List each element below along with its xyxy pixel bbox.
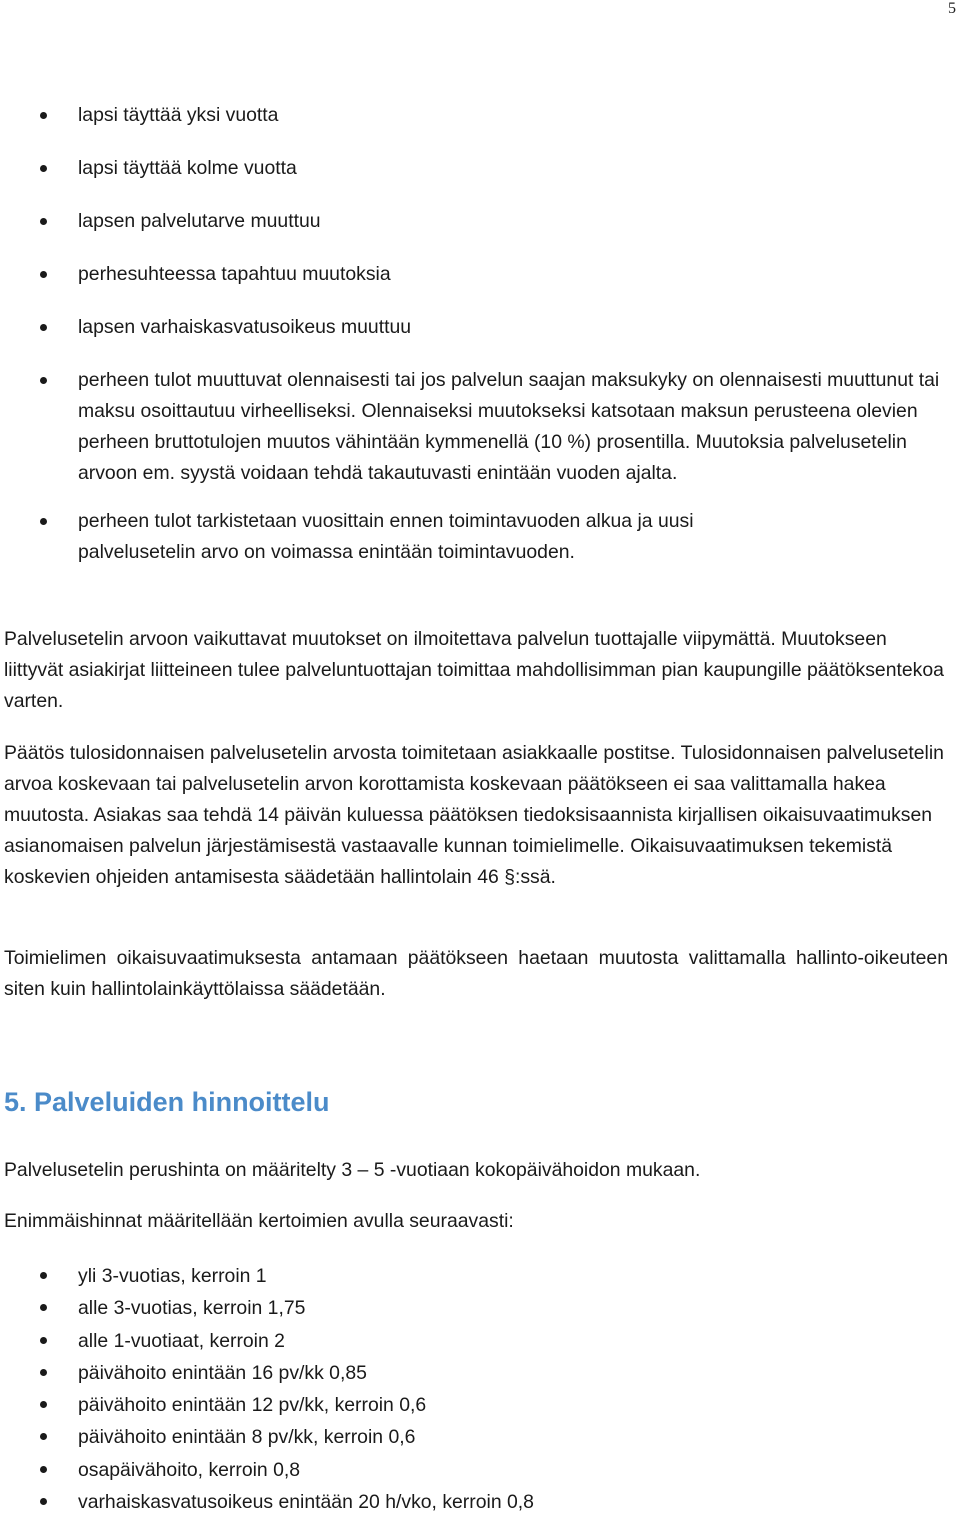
change-conditions-list xyxy=(0,100,948,590)
list-item: päivähoito enintään 12 pv/kk, kerroin 0,6 xyxy=(0,1389,948,1421)
list-item: lapsi täyttää yksi vuotta xyxy=(0,100,948,131)
list-item: osapäivähoito, kerroin 0,8 xyxy=(0,1454,948,1486)
paragraph-appeal: Toimielimen oikaisuvaatimuksesta antamaan päätökseen haetaan muutosta valittamalla hallinto-oikeuteen siten kuin hallintolainkäyttölaissa säädetään. xyxy=(4,947,948,1000)
list-item: päivähoito enintään 16 pv/kk 0,85 xyxy=(0,1357,948,1389)
list-item: päivähoito enintään 8 pv/kk, kerroin 0,6 xyxy=(0,1421,948,1453)
section-heading: 5. Palveluiden hinnoittelu xyxy=(4,1087,330,1117)
section-intro: Palvelusetelin perushinta on määritelty 3 – 5 -vuotiaan kokopäivähoidon mukaan. xyxy=(4,1159,701,1181)
list-item: alle 3-vuotias, kerroin 1,75 xyxy=(0,1292,948,1324)
section-lead: Enimmäishinnat määritellään kertoimien avulla seuraavasti: xyxy=(4,1210,514,1232)
list-item: varhaiskasvatusoikeus enintään 20 h/vko, kerroin 0,8 xyxy=(0,1486,948,1518)
list-item: yli 3-vuotias, kerroin 1 xyxy=(0,1260,948,1292)
list-item: alle 1-vuotiaat, kerroin 2 xyxy=(0,1325,948,1357)
list-item: perheen tulot muuttuvat olennaisesti tai jos palvelun saajan maksukyky on olennaisesti muuttunut tai maksu osoittautuu virheelliseksi. Olennaiseksi muutokseksi katsotaan maksun perusteena olevien perheen bruttotulojen muutos vähintään kymmenellä (10 %) prosentilla. Muutoksia palvelusetelin arvoon em. syystä voidaan tehdä takautuvasti enintään vuoden ajalta. xyxy=(0,365,948,489)
list-item: perheen tulot tarkistetaan vuosittain ennen toimintavuoden alkua ja uusi palvelusetelin arvo on voimassa enintään toimintavuoden. xyxy=(0,506,948,568)
list-item: perhesuhteessa tapahtuu muutoksia xyxy=(0,259,948,290)
paragraph-decision: Päätös tulosidonnaisen palvelusetelin arvosta toimitetaan asiakkaalle postitse. Tulosidonnaisen palvelusetelin arvoa koskevaan tai palvelusetelin arvon korottamista koskevaan päätökseen ei saa valittamalla hakea muutosta. Asiakas saa tehdä 14 päivän kuluessa päätöksen tiedoksisaannista kirjallisen oikaisuvaatimuksen asianomaisen palvelun järjestämisestä vastaavalle kunnan toimielimelle. Oikaisuvaatimuksen tekemistä koskevien ohjeiden antamisesta säädetään hallintolain 46 §:ssä. xyxy=(4,742,944,888)
page-number: 5 xyxy=(948,0,956,17)
list-item: lapsen palvelutarve muuttuu xyxy=(0,206,948,237)
list-item: lapsi täyttää kolme vuotta xyxy=(0,153,948,184)
paragraph-notification: Palvelusetelin arvoon vaikuttavat muutokset on ilmoitettava palvelun tuottajalle viipymättä. Muutokseen liittyvät asiakirjat liitteineen tulee palveluntuottajan toimittaa mahdollisimman pian kaupungille päätöksentekoa varten. xyxy=(4,628,944,712)
list-item: lapsen varhaiskasvatusoikeus muuttuu xyxy=(0,312,948,343)
coefficient-list xyxy=(0,1260,948,1518)
